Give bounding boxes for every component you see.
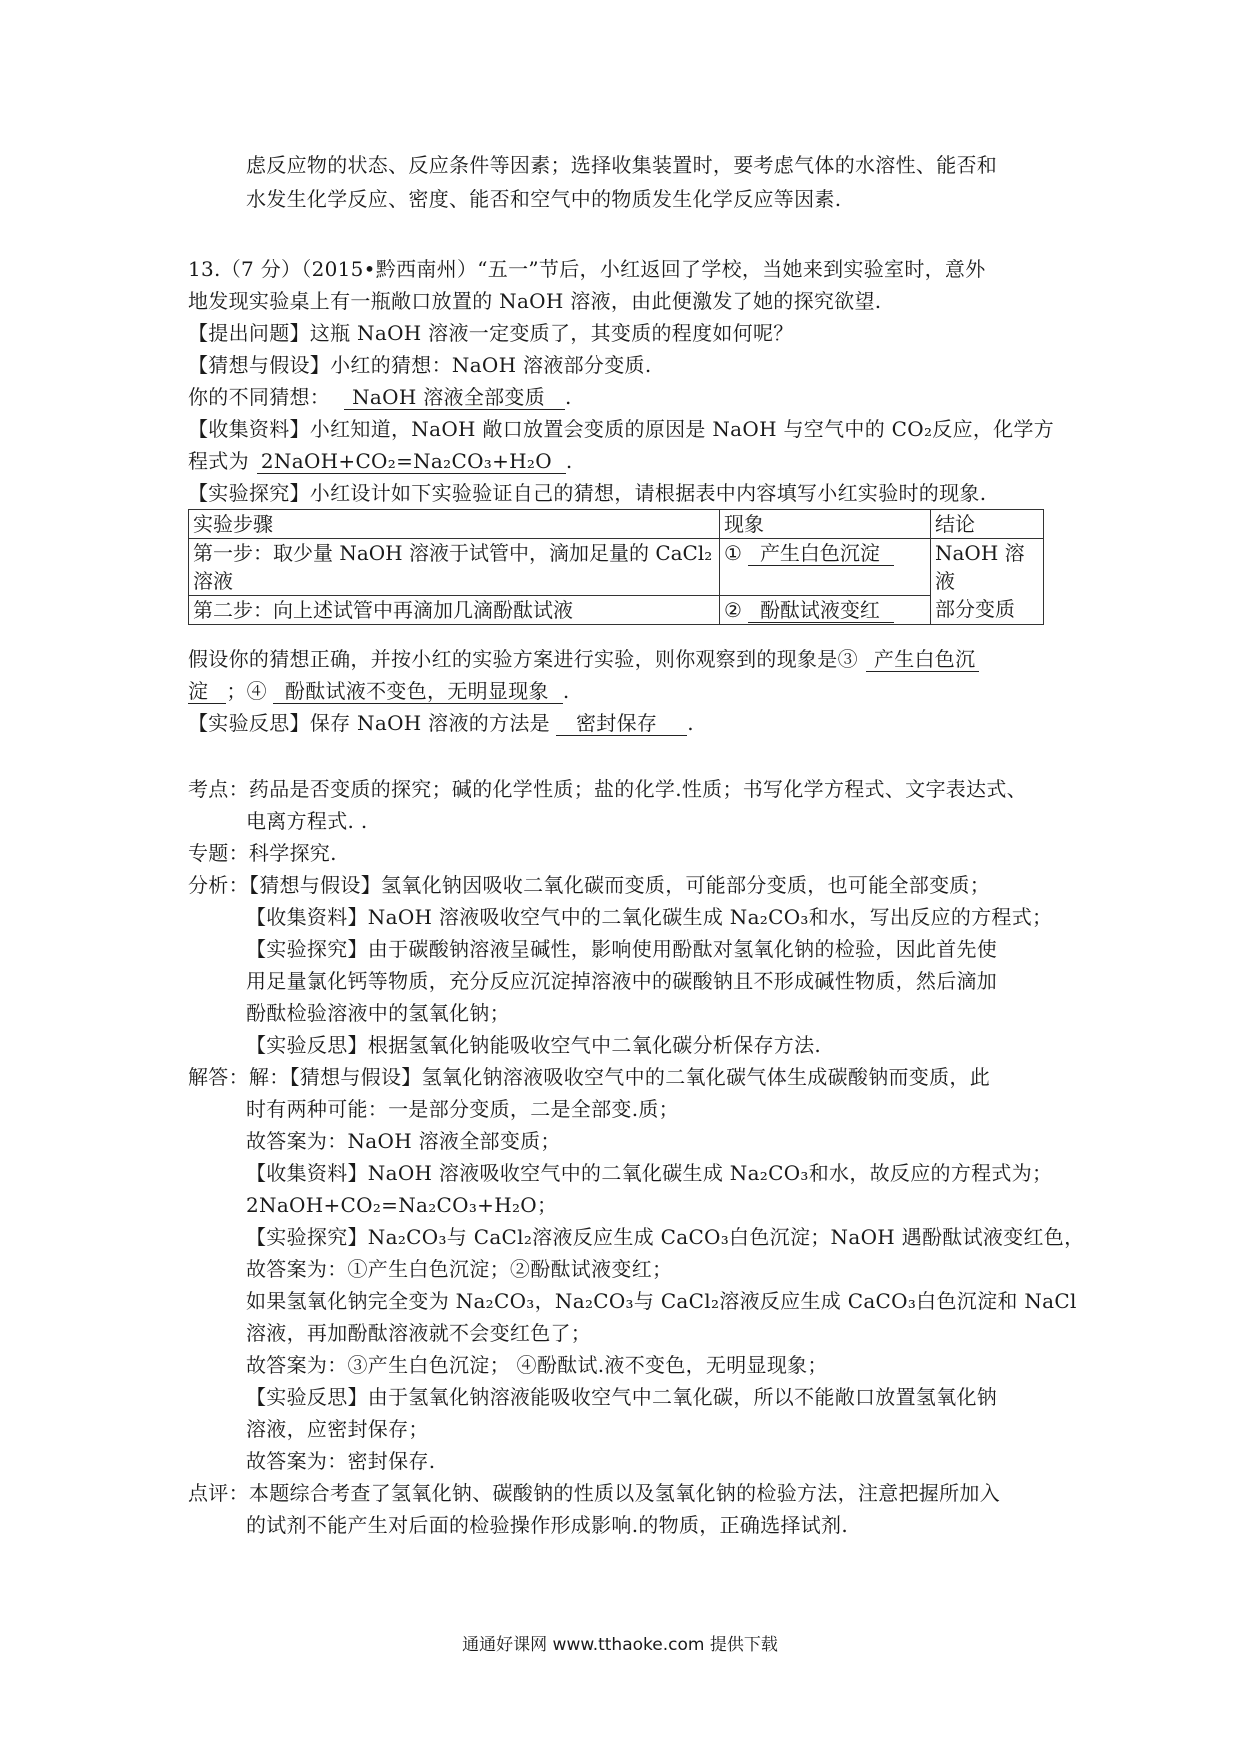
jieda-line-7: 故答案为：①产生白色沉淀；②酚酞试液变红； xyxy=(246,1257,673,1281)
jieda-line-2: 时有两种可能：一是部分变质，二是全部变.质； xyxy=(246,1097,679,1121)
step-2-cell: 第二步：向上述试管中再滴加几滴酚酞试液 xyxy=(189,596,720,625)
page-footer: 通通好课网 www.tthaoke.com 提供下载 xyxy=(462,1635,778,1655)
assumption-answer-3a: 产生白色沉 xyxy=(866,647,980,672)
conclusion-line-2: 部分变质 xyxy=(935,597,1015,621)
fenxi-line-3: 【实验探究】由于碳酸钠溶液呈碱性，影响使用酚酞对氢氧化钠的检验，因此首先使 xyxy=(246,937,998,961)
different-guess-prefix: 你的不同猜想： xyxy=(188,385,331,409)
jieda-line-11: 【实验反思】由于氢氧化钠溶液能吸收空气中二氧化碳，所以不能敞口放置氢氧化钠 xyxy=(246,1385,998,1409)
conclusion-line-1: NaOH 溶液 xyxy=(935,541,1025,593)
fenxi-line-5: 酚酞检验溶液中的氢氧化钠； xyxy=(246,1001,510,1025)
jieda-line-12: 溶液，应密封保存； xyxy=(246,1417,429,1441)
fenxi-line-2: 【收集资料】NaOH 溶液吸收空气中的二氧化碳生成 Na₂CO₃和水，写出反应的方程式； xyxy=(246,905,1053,929)
experiment-table xyxy=(188,509,1044,625)
table-header-row xyxy=(189,510,1044,539)
intro-line-1: 虑反应物的状态、反应条件等因素；选择收集装置时，要考虑气体的水溶性、能否和 xyxy=(246,153,998,177)
zhuanti-line: 专题：科学探究. xyxy=(188,841,337,865)
step-1-cell xyxy=(189,539,720,596)
step-1-line-2: 溶液 xyxy=(193,569,233,593)
phenomenon-1-mark: ① xyxy=(724,541,742,565)
jieda-line-10: 故答案为：③产生白色沉淀； ④酚酞试.液不变色，无明显现象； xyxy=(246,1353,828,1377)
fenxi-line-4: 用足量氯化钙等物质，充分反应沉淀掉溶液中的碳酸钠且不形成碱性物质，然后滴加 xyxy=(246,969,998,993)
hypothesis-statement: 【猜想与假设】小红的猜想：NaOH 溶液部分变质. xyxy=(188,353,652,377)
equation-prefix: 程式为 xyxy=(188,449,249,473)
dianping-line-2: 的试剂不能产生对后面的检验操作形成影响.的物质，正确选择试剂. xyxy=(246,1513,849,1537)
kaodian-line-1: 考点：药品是否变质的探究；碱的化学性质；盐的化学.性质；书写化学方程式、文字表达式、 xyxy=(188,777,1027,801)
reflection-prefix: 【实验反思】保存 NaOH 溶液的方法是 xyxy=(188,711,550,735)
fenxi-line-1: 分析：【猜想与假设】氢氧化钠因吸收二氧化碳而变质，可能部分变质，也可能全部变质； xyxy=(188,873,990,897)
different-guess-line xyxy=(188,384,572,410)
reflection-answer: 密封保存 xyxy=(556,711,687,736)
jieda-line-8: 如果氢氧化钠完全变为 Na₂CO₃，Na₂CO₃与 CaCl₂溶液反应生成 CaCO₃白色沉淀和 NaCl xyxy=(246,1289,1077,1313)
assumption-answer-3b: 淀 xyxy=(188,679,226,704)
kaodian-line-2: 电离方程式. . xyxy=(246,809,368,833)
period: . xyxy=(565,385,572,409)
collect-info-line-2 xyxy=(188,448,573,474)
phenomenon-2-cell xyxy=(720,596,931,625)
intro-line-2: 水发生化学反应、密度、能否和空气中的物质发生化学反应等因素. xyxy=(246,187,842,211)
phenomenon-1-cell xyxy=(720,539,931,596)
phenomenon-2-mark: ② xyxy=(724,598,742,622)
jieda-line-9: 溶液，再加酚酞溶液就不会变红色了； xyxy=(246,1321,592,1345)
equation-answer: 2NaOH+CO₂=Na₂CO₃+H₂O xyxy=(257,449,566,474)
period: . xyxy=(687,711,694,735)
header-steps: 实验步骤 xyxy=(189,510,720,539)
problem-statement: 【提出问题】这瓶 NaOH 溶液一定变质了，其变质的程度如何呢？ xyxy=(188,321,794,345)
jieda-line-4: 【收集资料】NaOH 溶液吸收空气中的二氧化碳生成 Na₂CO₃和水，故反应的方程式为； xyxy=(246,1161,1053,1185)
dianping-line-1: 点评：本题综合考查了氢氧化钠、碳酸钠的性质以及氢氧化钠的检验方法，注意把握所加入 xyxy=(188,1481,1000,1505)
assumption-answer-4: 酚酞试液不变色，无明显现象 xyxy=(273,679,563,704)
jieda-line-13: 故答案为：密封保存. xyxy=(246,1449,436,1473)
jieda-line-1: 解答：解：【猜想与假设】氢氧化钠溶液吸收空气中的二氧化碳气体生成碳酸钠而变质，此 xyxy=(188,1065,990,1089)
table-row xyxy=(189,596,1044,625)
conclusion-cell xyxy=(931,539,1044,625)
reflection-line xyxy=(188,710,694,736)
phenomenon-2-answer: 酚酞试液变红 xyxy=(748,598,894,623)
different-guess-answer: NaOH 溶液全部变质 xyxy=(344,385,565,410)
assumption-line-1 xyxy=(188,646,979,672)
table-row xyxy=(189,539,1044,596)
assumption-prefix: 假设你的猜想正确，并按小红的实验方案进行实验，则你观察到的现象是③ xyxy=(188,647,858,671)
jieda-line-5: 2NaOH+CO₂=Na₂CO₃+H₂O； xyxy=(246,1193,558,1217)
period: . xyxy=(562,679,570,703)
assumption-line-2 xyxy=(188,678,570,704)
fenxi-line-6: 【实验反思】根据氢氧化钠能吸收空气中二氧化碳分析保存方法. xyxy=(246,1033,822,1057)
question-header-line-2: 地发现实验桌上有一瓶敞口放置的 NaOH 溶液，由此便激发了她的探究欲望. xyxy=(188,289,882,313)
period: . xyxy=(565,449,573,473)
question-header-line-1: 13.（7 分）（2015•黔西南州）“五一”节后，小红返回了学校，当她来到实验室时，意外 xyxy=(188,257,986,281)
step-1-line-1: 第一步：取少量 NaOH 溶液于试管中，滴加足量的 CaCl₂ xyxy=(193,541,713,565)
phenomenon-1-answer: 产生白色沉淀 xyxy=(748,541,894,566)
header-conclusion: 结论 xyxy=(931,510,1044,539)
header-phenomenon: 现象 xyxy=(720,510,931,539)
jieda-line-3: 故答案为：NaOH 溶液全部变质； xyxy=(246,1129,561,1153)
experiment-intro: 【实验探究】小红设计如下实验验证自己的猜想，请根据表中内容填写小红实验时的现象. xyxy=(188,481,987,505)
collect-info-line-1: 【收集资料】小红知道，NaOH 敞口放置会变质的原因是 NaOH 与空气中的 CO₂反应，化学方 xyxy=(188,417,1055,441)
assumption-mid: ；④ xyxy=(226,679,267,703)
jieda-line-6: 【实验探究】Na₂CO₃与 CaCl₂溶液反应生成 CaCO₃白色沉淀；NaOH 遇酚酞试液变红色， xyxy=(246,1225,1085,1249)
